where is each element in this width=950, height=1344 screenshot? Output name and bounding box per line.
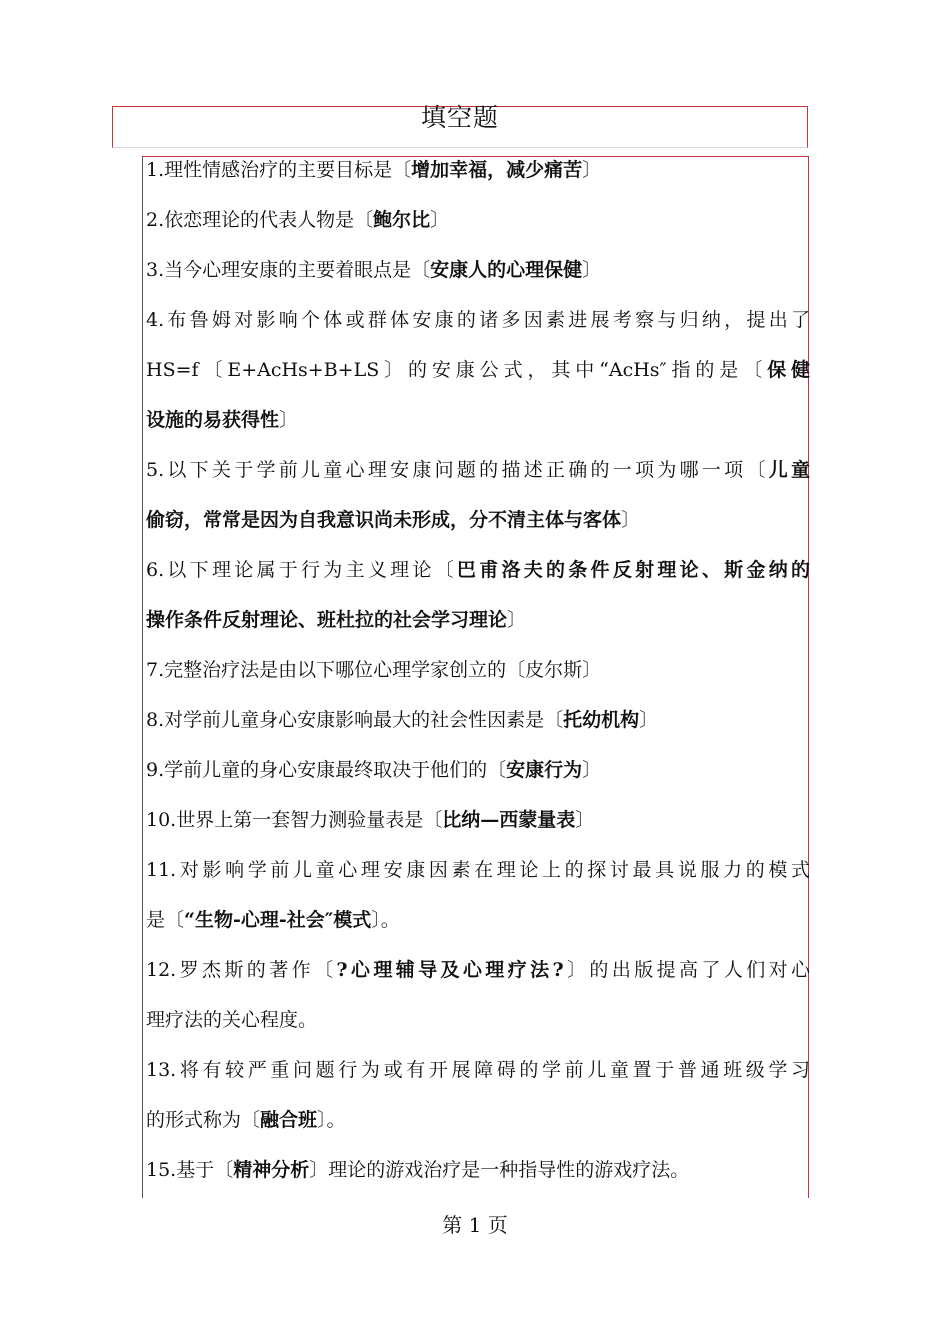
question-line (146, 1007, 810, 1033)
question-line (146, 657, 810, 683)
answer-text: 安康行为 (506, 759, 583, 781)
question-text: 15.基于〔 (146, 1159, 234, 1181)
question-line (146, 957, 810, 983)
question-text-tail: 〕 (582, 259, 602, 281)
question-text-tail: 〕 (582, 159, 602, 181)
page-title: 填空题 (420, 103, 499, 132)
page-number: 第 1 页 (442, 1213, 508, 1237)
title-box (112, 103, 808, 148)
question-line (146, 1057, 810, 1083)
question-text-tail: 〕 (575, 809, 595, 831)
question-text: 11.对影响学前儿童心理安康因素在理论上的探讨最具说服力的模式 (146, 859, 810, 881)
question-text: 的形式称为〔 (146, 1109, 261, 1131)
question-text: 8.对学前儿童身心安康影响最大的社会性因素是〔 (146, 709, 564, 731)
question-text-tail: 〕理论的游戏治疗是一种指导性的游戏疗法。 (309, 1159, 690, 1181)
question-line (146, 1107, 810, 1133)
answer-text: 偷窃，常常是因为自我意识尚未形成，分不清主体与客体 (146, 509, 622, 531)
question-line (146, 557, 810, 583)
answer-text: 安康人的心理保健 (430, 259, 583, 281)
question-text: 理疗法的关心程度。 (146, 1009, 318, 1031)
question-text: 5.以下关于学前儿童心理安康问题的描述正确的一项为哪一项〔 (146, 459, 769, 481)
question-line (146, 507, 810, 533)
answer-text: 比纳—西蒙量表 (442, 809, 576, 831)
answer-text: 托幼机构 (563, 709, 640, 731)
question-line (146, 357, 810, 383)
question-text-tail: 〕 (507, 609, 527, 631)
question-line (146, 157, 810, 183)
question-text-tail: 〕。 (317, 1109, 346, 1131)
question-line (146, 707, 810, 733)
answer-text: 保健 (767, 359, 810, 381)
question-text-tail: 〕的出版提高了人们对心 (563, 959, 810, 981)
question-text-tail: 〕 (621, 509, 641, 531)
answer-text: 设施的易获得性 (146, 409, 280, 431)
answer-text: 操作条件反射理论、班杜拉的社会学习理论 (146, 609, 508, 631)
question-text: 10.世界上第一套智力测验量表是〔 (146, 809, 443, 831)
question-line (146, 907, 810, 933)
question-text: 12.罗杰斯的著作〔 (146, 959, 337, 981)
question-text-tail: 〕。 (371, 909, 400, 931)
answer-text: 巴甫洛夫的条件反射理论、斯金纳的 (456, 559, 810, 581)
question-line (146, 807, 810, 833)
question-text: 6.以下理论属于行为主义理论〔 (146, 559, 457, 581)
question-line (146, 857, 810, 883)
answer-text: 增加幸福，减少痛苦 (411, 159, 583, 181)
question-text: 9.学前儿童的身心安康最终取决于他们的〔 (146, 759, 507, 781)
question-line (146, 757, 810, 783)
question-line (146, 457, 810, 483)
question-line (146, 607, 810, 633)
question-line (146, 1157, 810, 1183)
question-text: 2.依恋理论的代表人物是〔 (146, 209, 374, 231)
question-line (146, 257, 810, 283)
question-text: 3.当今心理安康的主要着眼点是〔 (146, 259, 431, 281)
answer-text: 融合班 (260, 1109, 318, 1131)
question-text: HS=f〔E+AcHs+B+LS〕的安康公式，其中“AcHs″指的是〔 (146, 359, 768, 381)
question-line (146, 407, 810, 433)
question-text: 13.将有较严重问题行为或有开展障碍的学前儿童置于普通班级学习 (146, 1059, 810, 1081)
answer-text: 鲍尔比 (373, 209, 431, 231)
question-text-tail: 〕 (639, 709, 659, 731)
question-text-tail: 〕 (279, 409, 299, 431)
question-text: 4.布鲁姆对影响个体或群体安康的诸多因素进展考察与归纳，提出了 (146, 309, 810, 331)
answer-text: 精神分析 (233, 1159, 310, 1181)
question-line (146, 307, 810, 333)
question-text-tail: 〕 (582, 759, 602, 781)
question-text: 是〔 (146, 909, 185, 931)
question-text-tail: 〕 (430, 209, 450, 231)
question-text: 7.完整治疗法是由以下哪位心理学家创立的〔皮尔斯〕 (146, 659, 602, 681)
answer-text: “生物-心理-社会″模式 (184, 909, 372, 931)
answer-text: ?心理辅导及心理疗法? (336, 959, 564, 981)
question-text: 1.理性情感治疗的主要目标是〔 (146, 159, 412, 181)
answer-text: 儿童 (768, 459, 810, 481)
question-line (146, 207, 810, 233)
